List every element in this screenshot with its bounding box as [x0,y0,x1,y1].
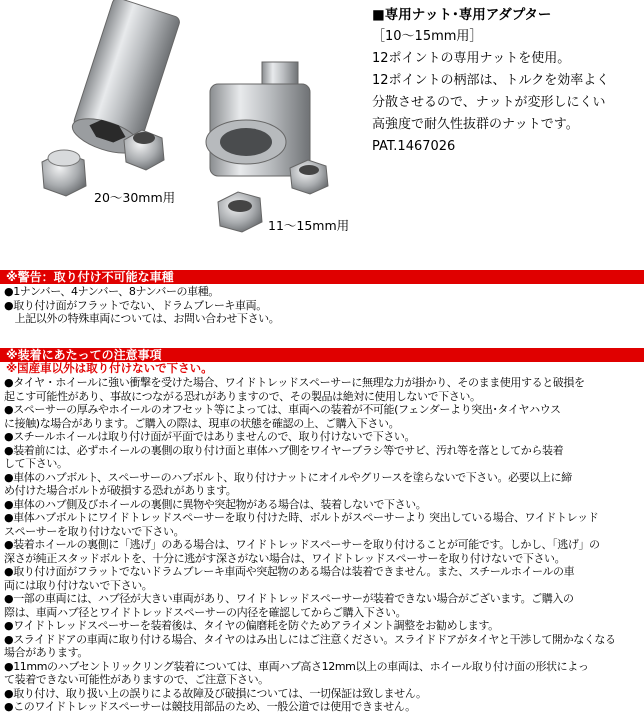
note-line: ●装着前には、必ずホイールの裏側の取り付け面と車体ハブ側をワイヤーブラシ等でサビ、汚れ等を落としてから装着 [4,443,564,457]
note-line: て装着できない可能性がありますので、ご注意下さい。 [4,673,269,686]
note-line: スペーサーを取り付けないで下さい。 [4,524,185,538]
warning-item: ●1ナンバー、4ナンバー、8ナンバーの車種。 [4,285,219,298]
note-line: 両には取り付けないで下さい。 [4,578,153,592]
note-line: ●スライドドアの車両に取り付ける場合、タイヤのはみ出しにはご注意ください。スライドドアがタイヤと干渉して開かなくなる [4,632,616,646]
product-description [372,4,642,158]
note-line: ●装着ホイールの裏側に「逃げ」のある場合は、ワイドトレッドスペーサーを取り付けることが可能です。しかし、「逃げ」の [4,538,600,551]
note-line: 起こす可能性があり、事故につながる恐れがありますので、その製品は絶対に使用しないで下さい。 [4,389,481,403]
warning-item: 上記以外の特殊車両については、お問い合わせ下さい。 [4,312,280,325]
nut-illustration-1 [42,150,86,196]
note-line: ●取り付け面がフラットでないドラムブレーキ車両や突起物のある場合は装着できません。また、スチールホイールの車 [4,565,575,578]
long-adapter-illustration [68,0,181,160]
note-line: ●車体のハブボルト、スペーサーのハブボルト、取り付けナットにオイルやグリースを塗らないで下さい。必要以上に締 [4,470,572,484]
nut-illustration-4 [218,192,262,232]
note-line: ●ワイドトレッドスペーサーを装着後は、タイヤの偏磨耗を防ぐためアライメント調整をお勧めします。 [4,619,499,632]
note-line: に接触)な場合があります。ご購入の際は、現車の状態を確認の上、ご購入下さい。 [4,416,400,430]
note-line: ●車体のハブ側及びホイールの裏側に異物や突起物がある場合は、装着しないで下さい。 [4,497,427,511]
note-line: ●車体ハブボルトにワイドトレッドスペーサーを取り付けた時、ボルトがスペーサーより 突出している場合、ワイドトレッド [4,511,599,524]
note-line: ●一部の車両には、ハブ径が大きい車両があり、ワイドトレッドスペーサーが装着できない場合がございます。ご購入の [4,592,574,605]
note-line: ●取り付け、取り扱い上の誤りによる故障及び破損については、一切保証は致しません。 [4,686,427,700]
short-adapter-illustration [206,62,310,176]
notes-list [4,376,640,714]
description-line: 高強度で耐久性抜群のナットです。 [372,117,579,132]
notes-heading: ※装着にあたっての注意事項 [0,348,644,362]
description-line: 12ポイントの専用ナットを使用。 [372,51,571,66]
note-line: して下さい。 [4,457,68,470]
description-line: 12ポイントの柄部は、トルクを効率よく [372,73,610,88]
description-line: 分散させるので、ナットが変形しにくい [372,95,606,110]
label-20-30mm: 20～30mm用 [94,190,176,205]
note-line: 深さが純正スタッドボルトを、十分に逃がす深さがない場合は、ワイドトレッドスペーサーを取り付けないで下さい。 [4,551,566,565]
note-line: め付けた場合ボルトが破損する恐れがあります。 [4,484,237,497]
description-line: ［10～15mm用］ [372,29,483,44]
product-title: ■専用ナット･専用アダプター [372,7,552,23]
patent-number: PAT.1467026 [372,139,456,154]
warning-heading: ※警告：取り付け不可能な車種 [0,270,644,284]
note-line: 際は、車両ハブ径とワイドトレッドスペーサーの内径を確認してからご購入下さい。 [4,605,407,619]
nut-illustration-3 [290,160,328,194]
note-line: ●このワイドトレッドスペーサーは競技用部品のため、一般公道では使用できません。 [4,700,416,713]
note-line: ●11mmのハブセントリックリング装着については、車両ハブ高さ12mm以上の車両は、ホイール取り付け面の形状によっ [4,659,589,673]
notes-subheading: ※国産車以外は取り付けないで下さい。 [6,361,213,375]
warning-list [4,285,640,326]
label-11-15mm: 11～15mm用 [268,218,350,233]
note-line: ●スチールホイールは取り付け面が平面ではありませんので、取り付けないで下さい。 [4,430,416,443]
note-line: ●スペーサーの厚みやホイールのオフセット等によっては、車両への装着が不可能(フェンダーより突出･タイヤハウス [4,403,561,416]
warning-item: ●取り付け面がフラットでない、ドラムブレーキ車両。 [4,298,267,312]
note-line: 場合があります。 [4,646,88,659]
note-line: ●タイヤ・ホイールに強い衝撃を受けた場合、ワイドトレッドスペーサーに無理な力が掛かり、そのまま使用すると破損を [4,376,585,389]
